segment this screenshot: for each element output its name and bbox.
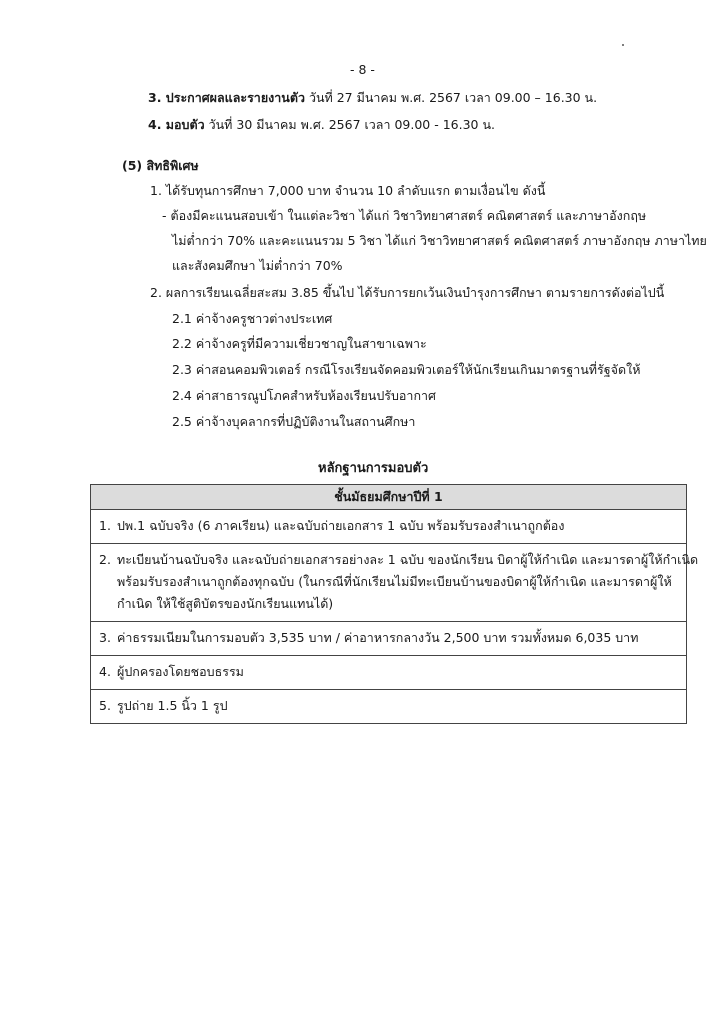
row-text: ทะเบียนบ้านฉบับจริง และฉบับถ่ายเอกสารอย่างละ 1 ฉบับ ของนักเรียน บิดาผู้ให้กำเนิด และมารดาผู้ให้กำเนิด bbox=[117, 552, 699, 567]
row-text: รูปถ่าย 1.5 นิ้ว 1 รูป bbox=[117, 698, 228, 713]
step-report-label: 4. มอบตัว bbox=[148, 117, 205, 132]
row-text: ปพ.1 ฉบับจริง (6 ภาคเรียน) และฉบับถ่ายเอกสาร 1 ฉบับ พร้อมรับรองสำเนาถูกต้อง bbox=[117, 518, 565, 533]
row-text: ผู้ปกครองโดยชอบธรรม bbox=[117, 664, 244, 679]
row-number: 5. bbox=[99, 698, 111, 713]
exemption-item: 2.3 ค่าสอนคอมพิวเตอร์ กรณีโรงเรียนจัดคอมพิวเตอร์ให้นักเรียนเกินมาตรฐานที่รัฐจัดให้ bbox=[172, 362, 641, 377]
table-row bbox=[91, 544, 699, 622]
table-row bbox=[91, 622, 686, 656]
evidence-table-header: ชั้นมัธยมศึกษาปีที่ 1 bbox=[91, 485, 686, 510]
table-row bbox=[91, 510, 686, 544]
privilege-condition-line: ไม่ต่ำกว่า 70% และคะแนนรวม 5 วิชา ได้แก่ วิชาวิทยาศาสตร์ คณิตศาสตร์ ภาษาอังกฤษ ภาษาไทย bbox=[172, 233, 707, 248]
step-announce bbox=[148, 90, 597, 106]
page-number: - 8 - bbox=[350, 62, 375, 77]
step-report-text: วันที่ 30 มีนาคม พ.ศ. 2567 เวลา 09.00 - 16.30 น. bbox=[204, 117, 495, 132]
scan-speck bbox=[622, 44, 624, 46]
privilege-item-1: 1. ได้รับทุนการศึกษา 7,000 บาท จำนวน 10 ลำดับแรก ตามเงื่อนไข ดังนี้ bbox=[150, 183, 546, 198]
row-text: ค่าธรรมเนียมในการมอบตัว 3,535 บาท / ค่าอาหารกลางวัน 2,500 บาท รวมทั้งหมด 6,035 บาท bbox=[117, 630, 639, 645]
row-number: 4. bbox=[99, 664, 111, 679]
privilege-condition-line: - ต้องมีคะแนนสอบเข้า ในแต่ละวิชา ได้แก่ วิชาวิทยาศาสตร์ คณิตศาสตร์ และภาษาอังกฤษ bbox=[162, 208, 647, 223]
exemption-item: 2.2 ค่าจ้างครูที่มีความเชี่ยวชาญในสาขาเฉพาะ bbox=[172, 336, 427, 351]
privileges-heading: (5) สิทธิพิเศษ bbox=[122, 158, 199, 173]
table-row bbox=[91, 656, 686, 690]
table-row bbox=[91, 690, 686, 723]
row-number: 1. bbox=[99, 518, 111, 533]
exemption-item: 2.5 ค่าจ้างบุคลากรที่ปฏิบัติงานในสถานศึกษา bbox=[172, 414, 416, 429]
row-text: กำเนิด ให้ใช้สูติบัตรของนักเรียนแทนได้) bbox=[117, 596, 334, 611]
evidence-table bbox=[90, 484, 699, 724]
evidence-title: หลักฐานการมอบตัว bbox=[318, 461, 429, 476]
row-number: 2. bbox=[99, 552, 111, 567]
row-text: พร้อมรับรองสำเนาถูกต้องทุกฉบับ (ในกรณีที่นักเรียนไม่มีทะเบียนบ้านของบิดาผู้ให้กำเนิด และมารดาผู้ให้ bbox=[117, 574, 672, 589]
step-report bbox=[148, 117, 495, 133]
privilege-item-2: 2. ผลการเรียนเฉลี่ยสะสม 3.85 ขึ้นไป ได้รับการยกเว้นเงินบำรุงการศึกษา ตามรายการดังต่อไปนี้ bbox=[150, 285, 665, 300]
privilege-condition-line: และสังคมศึกษา ไม่ต่ำกว่า 70% bbox=[172, 258, 343, 273]
exemption-item: 2.1 ค่าจ้างครูชาวต่างประเทศ bbox=[172, 311, 333, 326]
exemption-item: 2.4 ค่าสาธารณูปโภคสำหรับห้องเรียนปรับอากาศ bbox=[172, 388, 436, 403]
row-number: 3. bbox=[99, 630, 111, 645]
step-announce-text: วันที่ 27 มีนาคม พ.ศ. 2567 เวลา 09.00 – 16.30 น. bbox=[304, 90, 598, 105]
step-announce-label: 3. ประกาศผลและรายงานตัว bbox=[148, 90, 305, 105]
